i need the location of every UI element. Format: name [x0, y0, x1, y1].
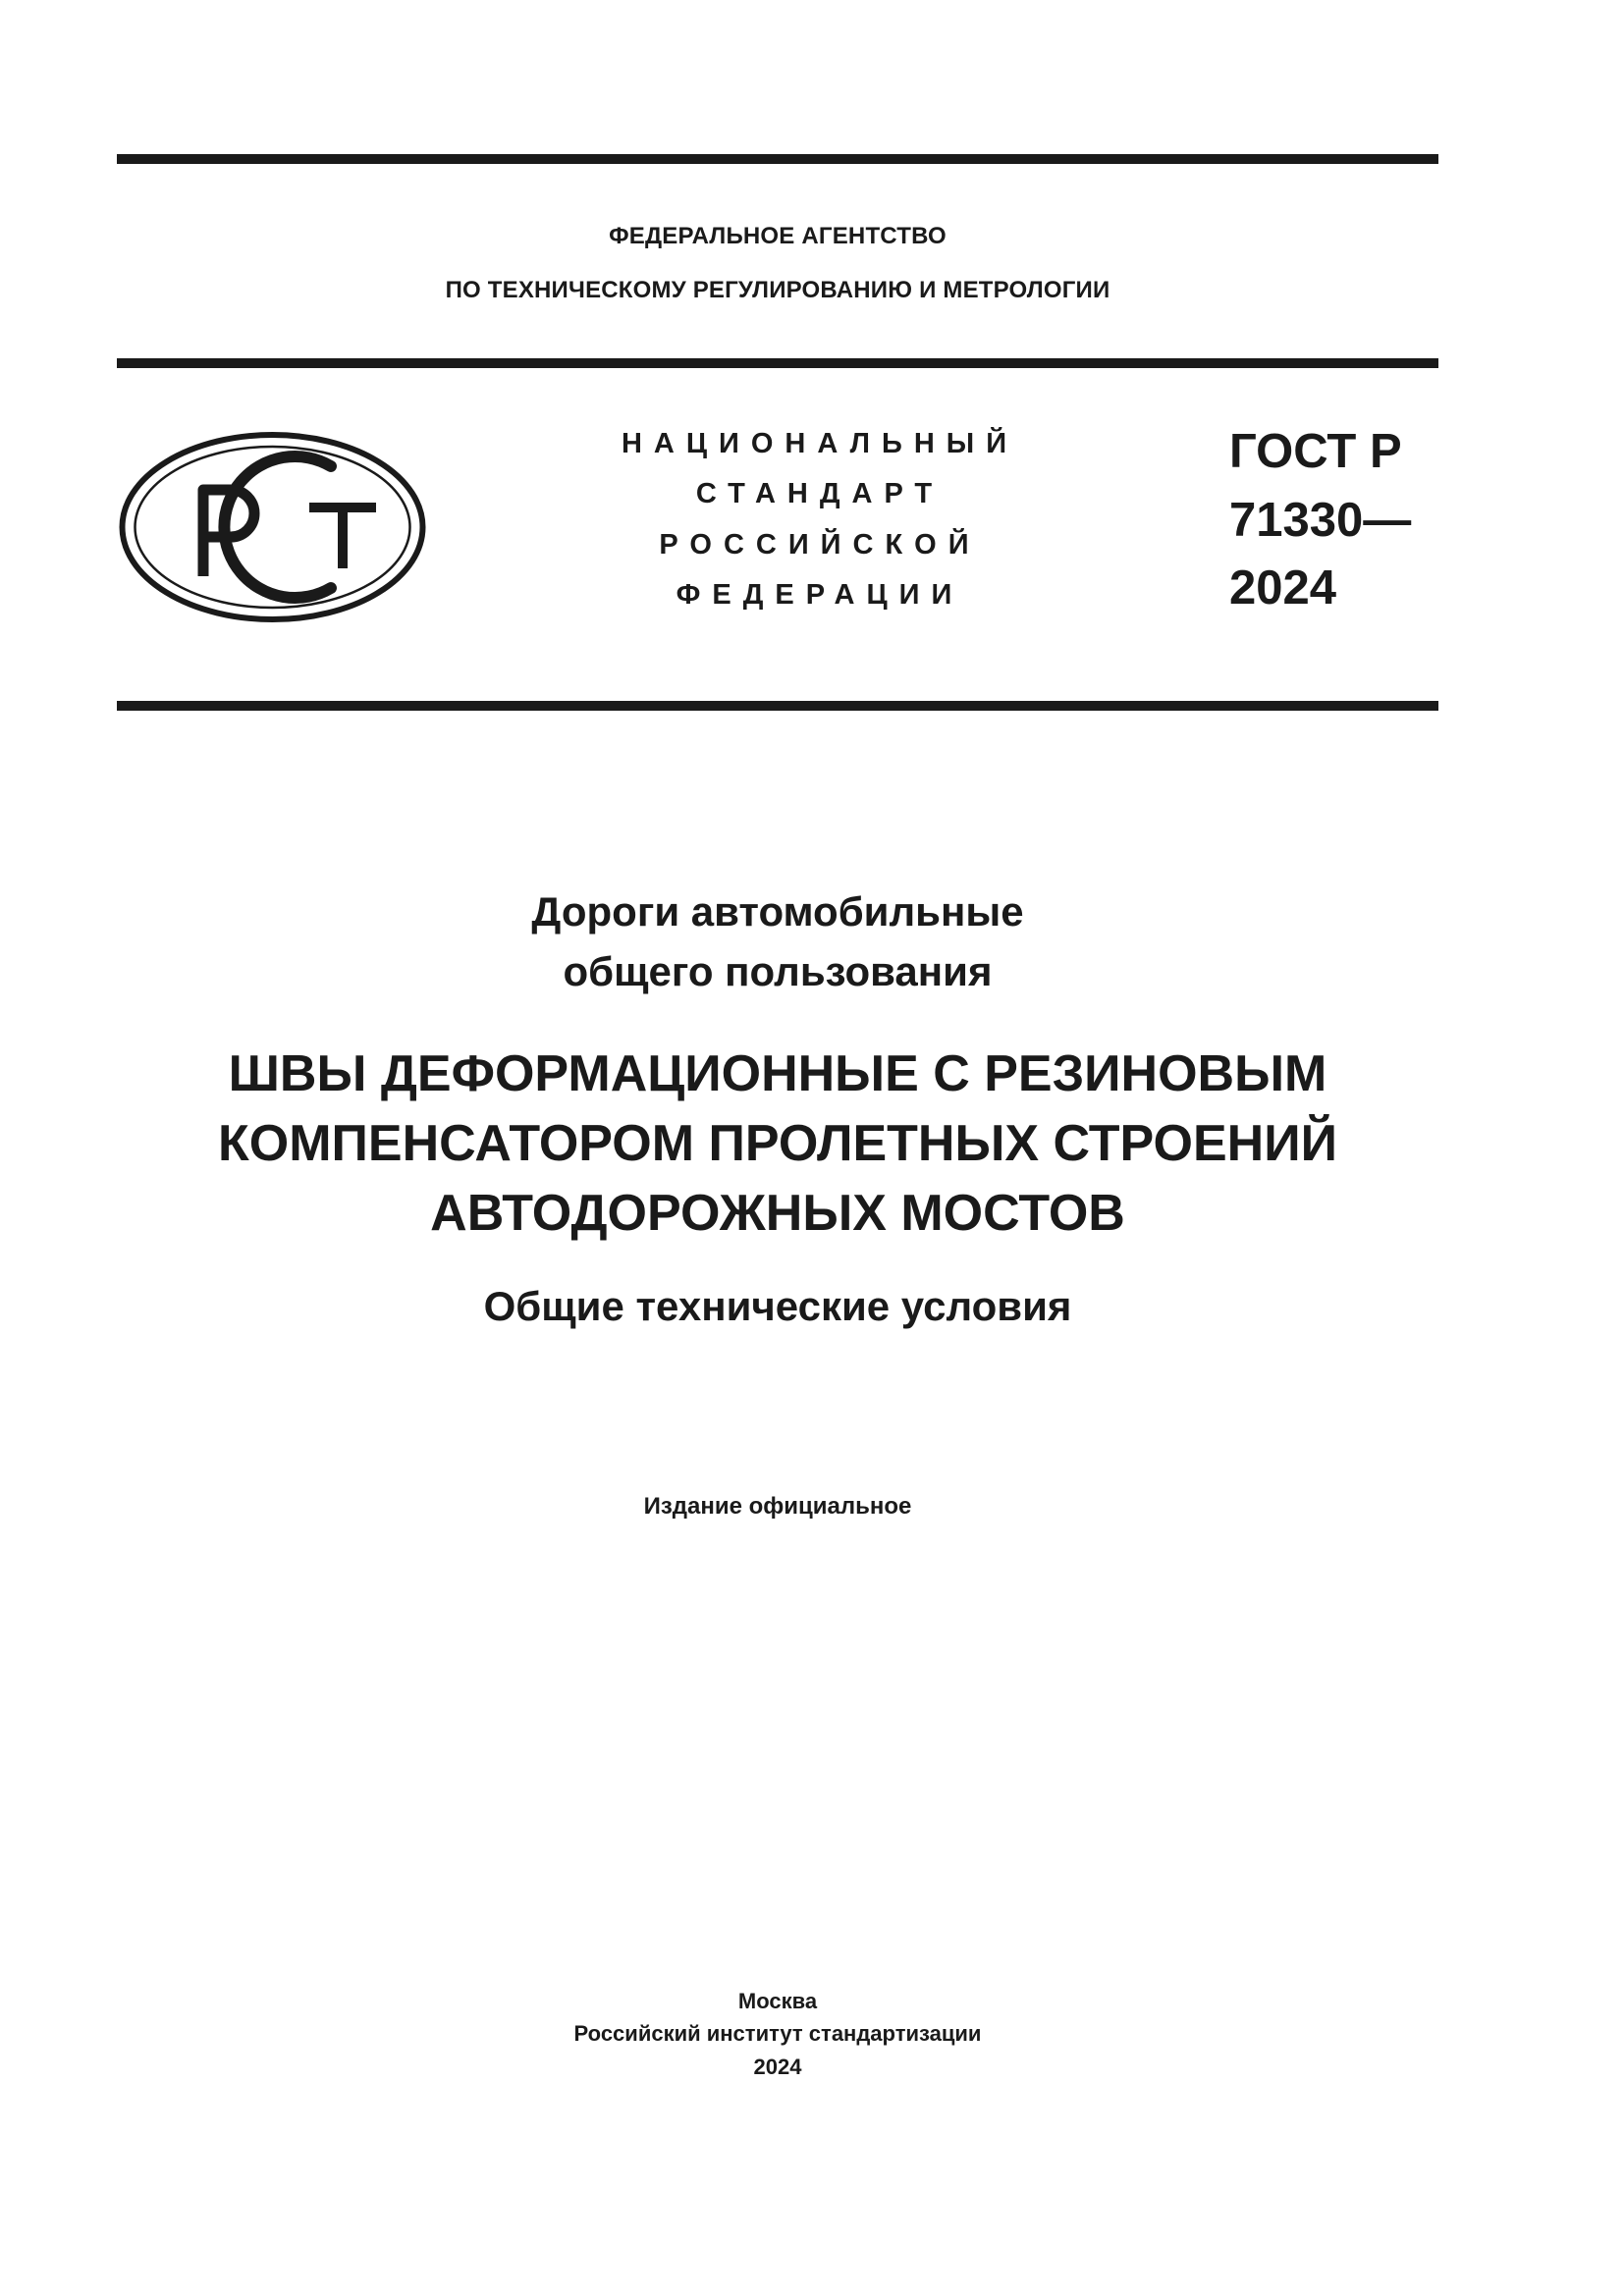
- national-standard-line4: ФЕДЕРАЦИИ: [676, 579, 964, 611]
- standard-designation-line1: ГОСТ Р: [1229, 425, 1402, 478]
- specification-title: Общие технические условия: [483, 1283, 1072, 1329]
- rst-certification-mark-icon: [117, 429, 428, 625]
- main-title-line1: ШВЫ ДЕФОРМАЦИОННЫЕ С РЕЗИНОВЫМ: [228, 1045, 1327, 1102]
- edition-label: Издание официальное: [643, 1493, 912, 1520]
- standard-designation-line3: 2024: [1229, 561, 1337, 614]
- agency-name-line2: ПО ТЕХНИЧЕСКОМУ РЕГУЛИРОВАНИЮ И МЕТРОЛОГИИ: [445, 277, 1110, 303]
- main-title-line3: АВТОДОРОЖНЫХ МОСТОВ: [430, 1185, 1125, 1242]
- publication-year: 2024: [753, 2055, 802, 2079]
- header-bottom-rule: [117, 701, 1438, 711]
- subject-title-line1: Дороги автомобильные: [531, 888, 1024, 934]
- agency-name-line1: ФЕДЕРАЛЬНОЕ АГЕНТСТВО: [609, 223, 947, 249]
- header-rule: [117, 358, 1438, 368]
- national-standard-line3: РОССИЙСКОЙ: [659, 529, 981, 561]
- main-title-line2: КОМПЕНСАТОРОМ ПРОЛЕТНЫХ СТРОЕНИЙ: [218, 1115, 1337, 1172]
- top-rule: [117, 154, 1438, 164]
- standard-designation-line2: 71330—: [1229, 494, 1412, 547]
- publisher-city: Москва: [737, 1989, 818, 2013]
- subject-title-line2: общего пользования: [563, 948, 993, 994]
- publisher-institute: Российский институт стандартизации: [573, 2021, 982, 2046]
- national-standard-line1: НАЦИОНАЛЬНЫЙ: [621, 428, 1019, 459]
- national-standard-line2: СТАНДАРТ: [695, 478, 945, 509]
